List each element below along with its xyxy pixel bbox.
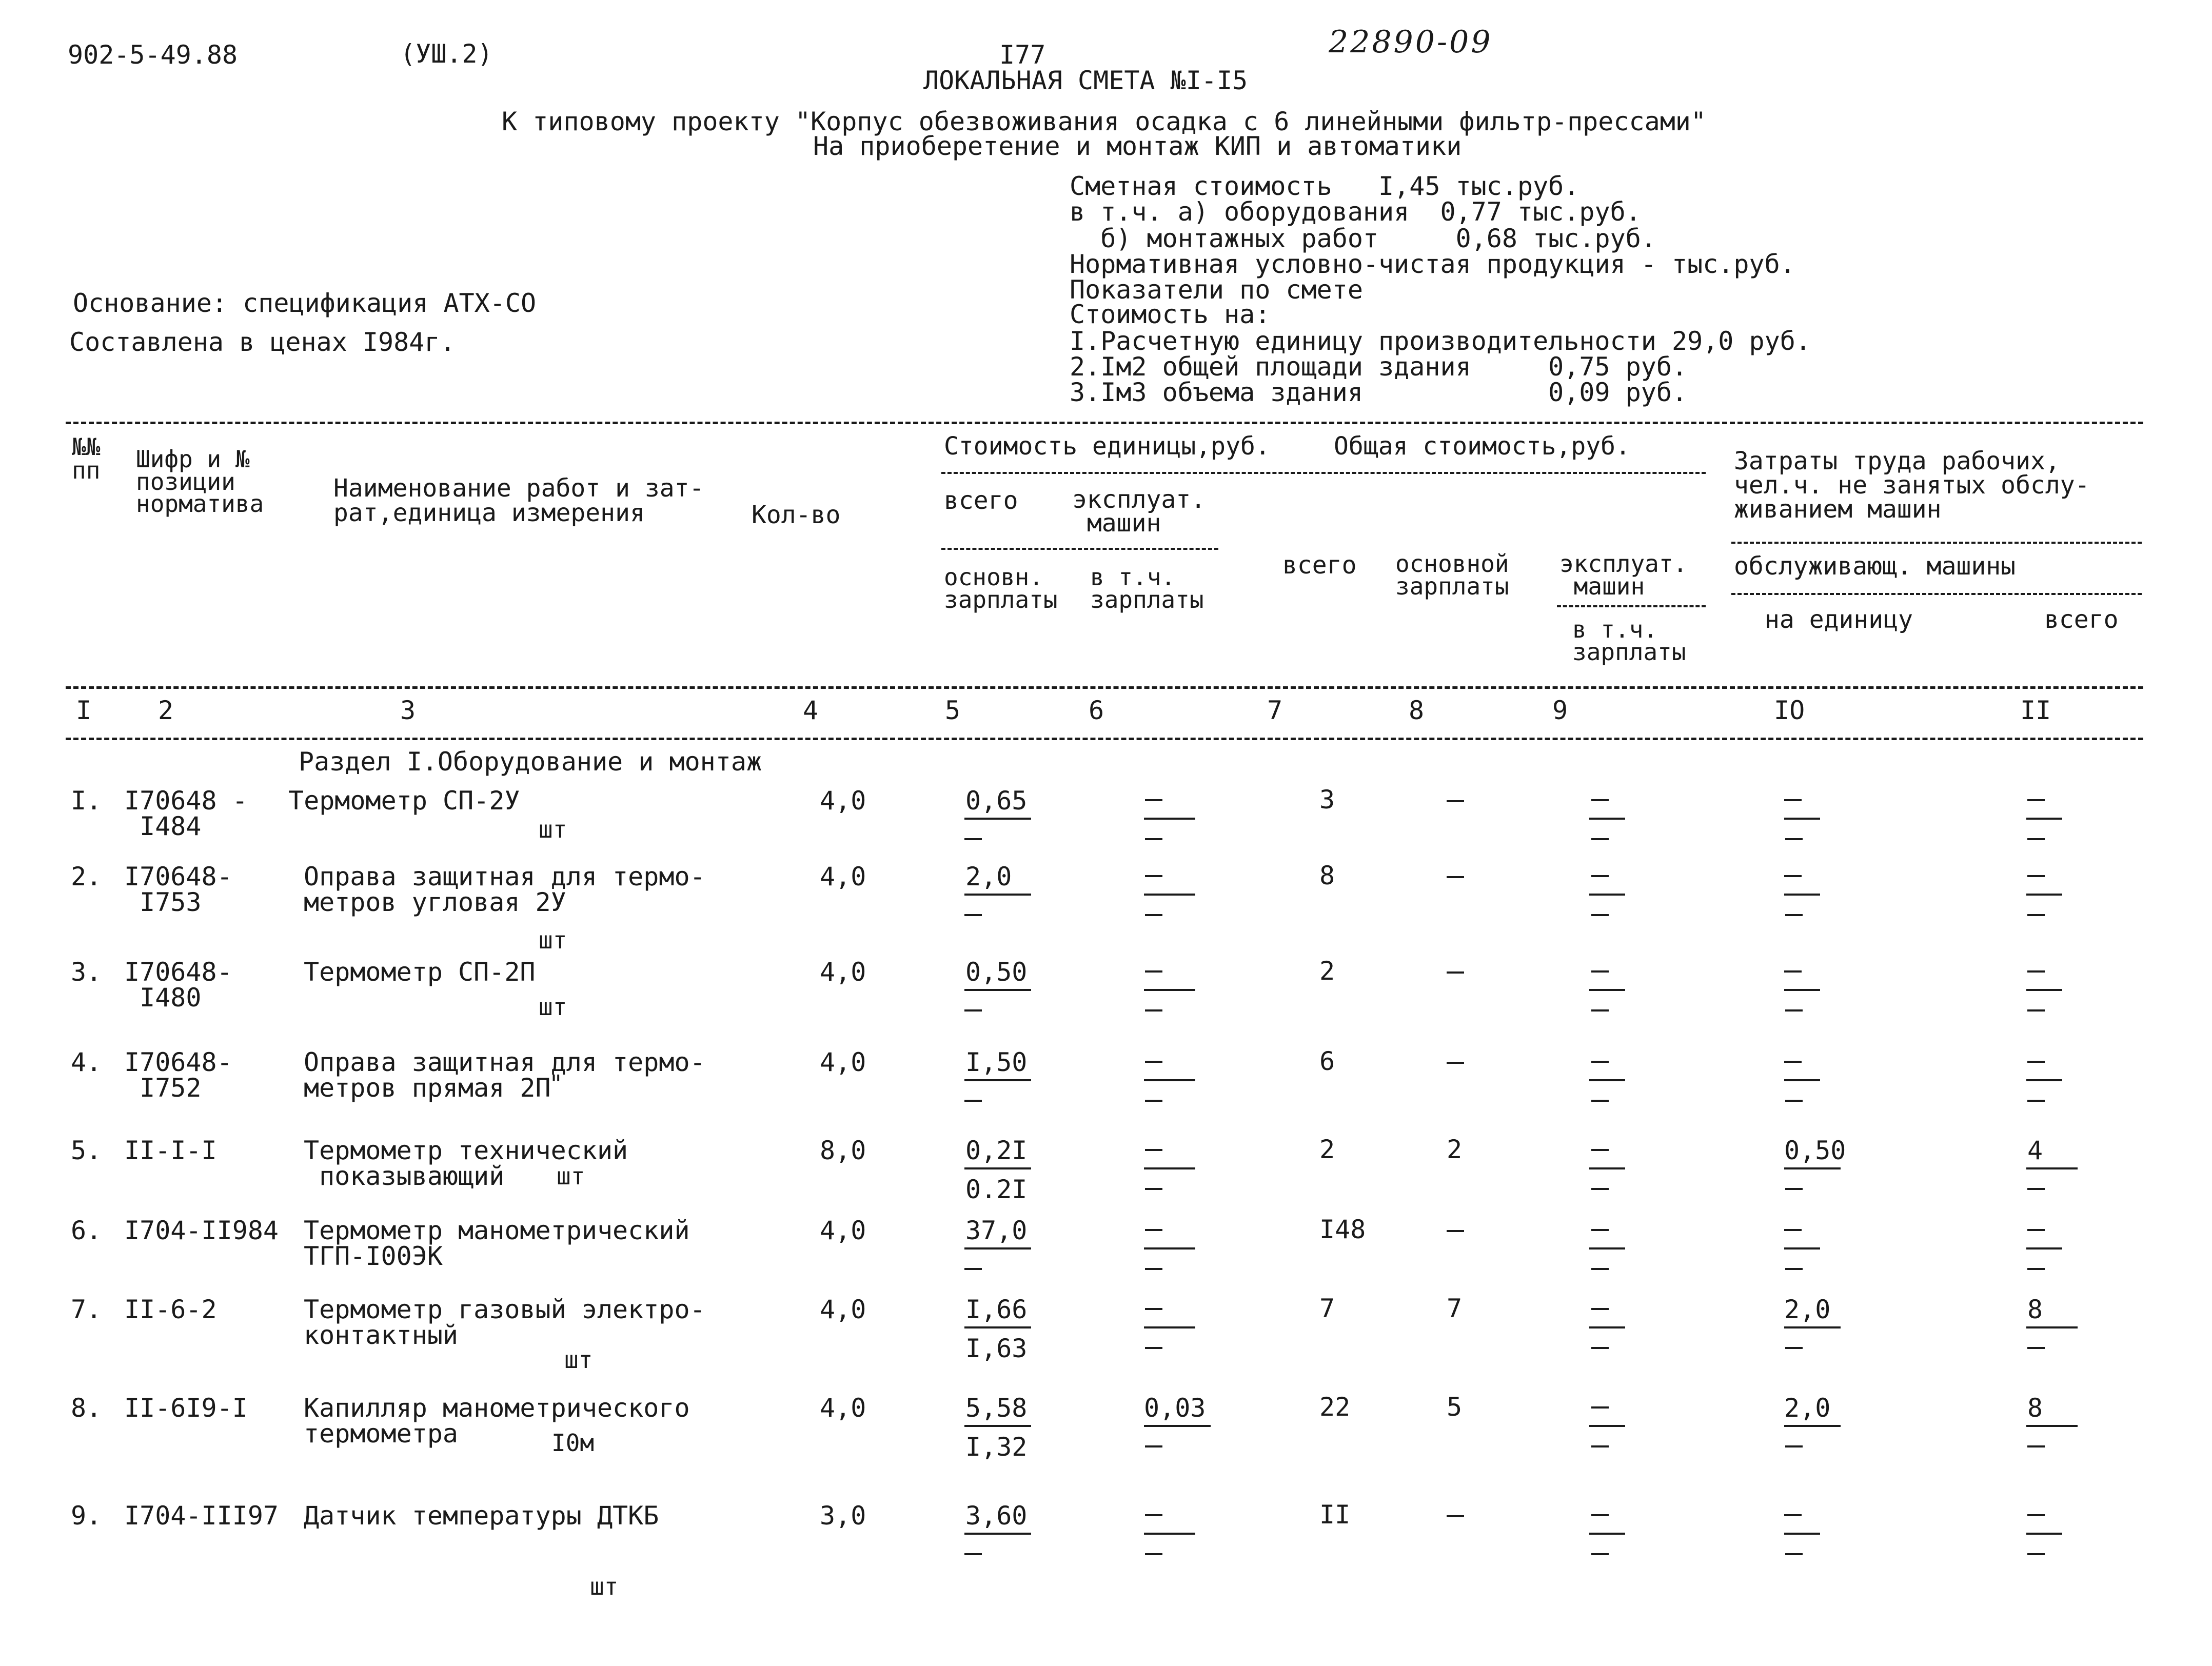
row-number: 7. xyxy=(71,1295,102,1324)
column-number: 7 xyxy=(1267,696,1283,725)
dash-mark xyxy=(1591,1514,1609,1516)
row-quantity: 3,0 xyxy=(820,1501,866,1531)
labor-total: 8 xyxy=(2027,1393,2043,1423)
fraction-line xyxy=(1589,1167,1625,1169)
dash-mark xyxy=(1145,799,1162,801)
header-sub-rule xyxy=(1557,605,1706,607)
fraction-line xyxy=(964,1326,1031,1328)
row-unit: шт xyxy=(539,993,567,1021)
labor-total: 4 xyxy=(2027,1136,2043,1165)
row-quantity: 4,0 xyxy=(820,786,866,816)
fraction-line xyxy=(964,1167,1031,1169)
fraction-line xyxy=(1589,1247,1625,1250)
dash-mark xyxy=(1591,1061,1609,1063)
fraction-line xyxy=(1144,1079,1195,1081)
header-sub-rule xyxy=(941,472,1706,474)
fraction-line xyxy=(1589,1326,1625,1328)
dash-mark xyxy=(2027,799,2045,801)
fraction-line xyxy=(1144,1425,1211,1427)
column-number: 3 xyxy=(400,696,416,725)
dash-mark xyxy=(2027,1445,2045,1447)
dash-mark xyxy=(1785,1009,1803,1012)
total-base-wage: 2 xyxy=(1447,1135,1463,1164)
column-number: 9 xyxy=(1552,696,1568,725)
dash-mark xyxy=(1591,914,1609,916)
labor-per-unit: 2,0 xyxy=(1784,1393,1831,1423)
row-unit: шт xyxy=(590,1573,619,1600)
column-numbers-bottom-rule xyxy=(66,738,2143,740)
dash-mark xyxy=(2027,1061,2045,1063)
dash-mark xyxy=(2027,875,2045,877)
row-code: I70648- I480 xyxy=(124,957,232,1013)
fraction-line xyxy=(1144,894,1195,896)
fraction-line xyxy=(1784,1167,1841,1169)
row-code: I70648 - I484 xyxy=(124,786,248,841)
fraction-line xyxy=(964,894,1031,896)
fraction-line xyxy=(1144,989,1195,991)
dash-mark xyxy=(2027,1347,2045,1349)
header-total-all: всего xyxy=(1282,551,1357,580)
dash-mark xyxy=(1591,970,1609,973)
unit-cost-base-wage: I,32 xyxy=(965,1432,1028,1462)
fraction-line xyxy=(2026,1167,2078,1169)
dash-mark xyxy=(964,1009,982,1012)
section-title: Раздел I.Оборудование и монтаж xyxy=(299,747,762,777)
row-unit: шт xyxy=(539,816,567,843)
labor-per-unit: 0,50 xyxy=(1784,1136,1846,1165)
dash-mark xyxy=(1145,1061,1162,1063)
dash-mark xyxy=(1784,1514,1802,1516)
fraction-line xyxy=(2026,1425,2078,1427)
dash-mark xyxy=(1591,1445,1609,1447)
document-title: ЛОКАЛЬНАЯ СМЕТА №I-I5 xyxy=(923,66,1248,95)
column-number: 5 xyxy=(945,696,961,725)
dash-mark xyxy=(1145,1553,1162,1555)
header-total-cost: Общая стоимость,руб. xyxy=(1334,432,1630,461)
basis-note: Основание: спецификация АТХ-СО xyxy=(73,288,537,318)
dash-mark xyxy=(1784,875,1802,877)
header-unit-all: всего xyxy=(944,486,1018,515)
row-number: I. xyxy=(71,786,102,816)
total-cost-all: II xyxy=(1319,1500,1351,1530)
dash-mark xyxy=(1591,875,1609,877)
unit-cost-all: I,50 xyxy=(965,1047,1028,1077)
dash-mark xyxy=(2027,970,2045,973)
fraction-line xyxy=(964,1425,1031,1427)
column-number: 6 xyxy=(1089,696,1104,725)
dash-mark xyxy=(1145,1009,1162,1012)
unit-cost-all: 0,50 xyxy=(965,957,1028,987)
column-number: IO xyxy=(1774,696,1805,725)
fraction-line xyxy=(2026,1247,2062,1250)
dash-mark xyxy=(1591,1308,1609,1310)
column-number: 2 xyxy=(158,696,174,725)
row-code: I70648- I753 xyxy=(124,862,232,917)
summary-line: в т.ч. а) оборудования 0,77 тыс.руб. xyxy=(1070,197,1641,227)
fraction-line xyxy=(1784,1326,1841,1328)
row-unit: " xyxy=(549,1070,563,1098)
header-col-name: Наименование работ и зат- рат,единица измерения xyxy=(333,474,704,527)
table-top-rule xyxy=(66,422,2143,424)
fraction-line xyxy=(1589,818,1625,820)
row-name: Термометр СП-2У xyxy=(288,786,520,816)
dash-mark xyxy=(1591,1188,1609,1190)
dash-mark xyxy=(1591,1406,1609,1409)
unit-cost-base-wage: I,63 xyxy=(965,1334,1028,1363)
unit-cost-all: 2,0 xyxy=(965,862,1012,891)
summary-line: Сметная стоимость I,45 тыс.руб. xyxy=(1070,171,1579,201)
dash-mark xyxy=(2027,1553,2045,1555)
unit-cost-base-wage: 0.2I xyxy=(965,1175,1028,1204)
dash-mark xyxy=(1447,1515,1464,1517)
fraction-line xyxy=(2026,818,2062,820)
fraction-line xyxy=(1589,1425,1625,1427)
row-code: II-I-I xyxy=(124,1136,217,1165)
dash-mark xyxy=(2027,1100,2045,1102)
column-number: 8 xyxy=(1409,696,1425,725)
dash-mark xyxy=(1591,838,1609,840)
fraction-line xyxy=(1784,1079,1820,1081)
dash-mark xyxy=(2027,1268,2045,1270)
header-total-incl-wage: в т.ч. зарплаты xyxy=(1572,616,1686,666)
dash-mark xyxy=(1591,1229,1609,1231)
row-quantity: 4,0 xyxy=(820,1047,866,1077)
fraction-line xyxy=(1144,1326,1195,1328)
dash-mark xyxy=(1785,1188,1803,1190)
dash-mark xyxy=(1447,1230,1464,1232)
summary-line: 3.Iм3 объема здания 0,09 руб. xyxy=(1070,378,1688,407)
dash-mark xyxy=(1785,1553,1803,1555)
fraction-line xyxy=(964,818,1031,820)
fraction-line xyxy=(1589,894,1625,896)
unit-cost-machines: 0,03 xyxy=(1144,1393,1206,1423)
total-base-wage: 7 xyxy=(1447,1294,1463,1323)
dash-mark xyxy=(1591,1268,1609,1270)
dash-mark xyxy=(1447,800,1464,802)
dash-mark xyxy=(1145,875,1162,877)
dash-mark xyxy=(1145,1268,1162,1270)
album-label: (УШ.2) xyxy=(400,39,493,69)
fraction-line xyxy=(964,1079,1031,1081)
price-level-note: Составлена в ценах I984г. xyxy=(69,327,456,357)
dash-mark xyxy=(964,914,982,916)
header-sub-rule xyxy=(1731,593,2142,595)
dash-mark xyxy=(2027,1009,2045,1012)
dash-mark xyxy=(1591,1009,1609,1012)
row-code: I70648- I752 xyxy=(124,1047,232,1103)
total-cost-all: 2 xyxy=(1319,956,1335,986)
row-number: 2. xyxy=(71,862,102,891)
dash-mark xyxy=(1785,1347,1803,1349)
dash-mark xyxy=(2027,1514,2045,1516)
dash-mark xyxy=(1591,1347,1609,1349)
dash-mark xyxy=(2027,1188,2045,1190)
row-code: I704-III97 xyxy=(124,1501,279,1531)
page-number: I77 xyxy=(999,40,1046,70)
fraction-line xyxy=(1144,1247,1195,1250)
header-total-machines: эксплуат. машин xyxy=(1559,550,1688,600)
row-quantity: 4,0 xyxy=(820,862,866,891)
summary-line: 2.Iм2 общей площади здания 0,75 руб. xyxy=(1070,352,1688,382)
dash-mark xyxy=(1145,970,1162,973)
summary-line: Нормативная условно-чистая продукция - тыс.руб. xyxy=(1070,249,1795,279)
row-name: Оправа защитная для термо- метров угловая 2У xyxy=(304,862,705,917)
column-number: I xyxy=(76,696,92,725)
total-cost-all: 8 xyxy=(1319,861,1335,890)
fraction-line xyxy=(1784,894,1820,896)
row-code: I704-II984 xyxy=(124,1216,279,1245)
header-labor-total: всего xyxy=(2044,605,2119,634)
fraction-line xyxy=(964,1533,1031,1535)
row-quantity: 4,0 xyxy=(820,957,866,987)
header-col-number: №№ пп xyxy=(72,433,101,484)
dash-mark xyxy=(1145,1347,1162,1349)
dash-mark xyxy=(1145,1188,1162,1190)
dash-mark xyxy=(1785,1268,1803,1270)
fraction-line xyxy=(2026,1533,2062,1535)
row-name: Датчик температуры ДТКБ xyxy=(304,1501,659,1531)
row-quantity: 4,0 xyxy=(820,1295,866,1324)
row-name: Термометр манометрический ТГП-I00ЭК xyxy=(304,1216,690,1271)
dash-mark xyxy=(1447,1062,1464,1064)
dash-mark xyxy=(1447,876,1464,878)
row-code: II-6I9-I xyxy=(124,1393,248,1423)
total-cost-all: I48 xyxy=(1319,1215,1366,1244)
row-name: Термометр технический показывающий xyxy=(304,1136,628,1191)
header-col-qty: Кол-во xyxy=(752,501,841,529)
header-unit-cost: Стоимость единицы,руб. xyxy=(944,432,1270,461)
inventory-number: 22890-09 xyxy=(1329,24,1493,60)
dash-mark xyxy=(1145,838,1162,840)
row-number: 6. xyxy=(71,1216,102,1245)
unit-cost-all: 0,65 xyxy=(965,786,1028,816)
row-name: Капилляр манометрического термометра xyxy=(304,1393,690,1449)
total-cost-all: 22 xyxy=(1319,1392,1351,1422)
unit-cost-all: 37,0 xyxy=(965,1216,1028,1245)
fraction-line xyxy=(2026,894,2062,896)
summary-line: Стоимость на: xyxy=(1070,300,1271,329)
document-subtitle-2: На приоберетение и монтаж КИП и автоматики xyxy=(813,131,1462,161)
total-cost-all: 2 xyxy=(1319,1135,1335,1164)
unit-cost-all: 5,58 xyxy=(965,1393,1028,1423)
fraction-line xyxy=(1784,818,1820,820)
fraction-line xyxy=(2026,1079,2062,1081)
dash-mark xyxy=(1784,1061,1802,1063)
dash-mark xyxy=(1145,1100,1162,1102)
project-code: 902-5-49.88 xyxy=(68,40,238,70)
dash-mark xyxy=(964,1553,982,1555)
dash-mark xyxy=(2027,914,2045,916)
total-cost-all: 3 xyxy=(1319,785,1335,815)
row-name: Оправа защитная для термо- метров прямая 2П xyxy=(304,1047,705,1103)
dash-mark xyxy=(1784,799,1802,801)
column-number: 4 xyxy=(803,696,819,725)
row-unit: шт xyxy=(557,1162,585,1190)
fraction-line xyxy=(1144,1167,1195,1169)
column-numbers-top-rule xyxy=(66,686,2143,689)
total-cost-all: 7 xyxy=(1319,1294,1335,1323)
fraction-line xyxy=(2026,1326,2078,1328)
dash-mark xyxy=(1145,914,1162,916)
row-quantity: 4,0 xyxy=(820,1216,866,1245)
dash-mark xyxy=(1591,1553,1609,1555)
fraction-line xyxy=(1144,818,1195,820)
header-unit-base-wage: основн. зарплаты xyxy=(944,563,1058,613)
fraction-line xyxy=(1589,1079,1625,1081)
summary-line: I.Расчетную единицу производительности 29,0 руб. xyxy=(1070,326,1811,356)
row-code: II-6-2 xyxy=(124,1295,217,1324)
fraction-line xyxy=(1784,1425,1841,1427)
header-labor-per-unit: на единицу xyxy=(1765,605,1913,634)
header-unit-incl-wage: в т.ч. зарплаты xyxy=(1090,563,1204,613)
row-unit: шт xyxy=(539,926,567,954)
dash-mark xyxy=(1447,971,1464,974)
dash-mark xyxy=(1591,1100,1609,1102)
document-subtitle: К типовому проекту "Корпус обезвоживания осадка с 6 линейными фильтр-прессами" xyxy=(502,107,1706,136)
fraction-line xyxy=(2026,989,2062,991)
summary-line: Показатели по смете xyxy=(1070,275,1363,305)
fraction-line xyxy=(1784,1533,1820,1535)
dash-mark xyxy=(964,1100,982,1102)
total-cost-all: 6 xyxy=(1319,1046,1335,1076)
unit-cost-all: 3,60 xyxy=(965,1501,1028,1531)
dash-mark xyxy=(2027,1229,2045,1231)
total-base-wage: 5 xyxy=(1447,1392,1463,1422)
dash-mark xyxy=(1785,838,1803,840)
dash-mark xyxy=(1145,1445,1162,1447)
summary-line: б) монтажных работ 0,68 тыс.руб. xyxy=(1070,224,1656,253)
header-labor-serving: обслуживающ. машины xyxy=(1734,552,2016,581)
dash-mark xyxy=(1785,1100,1803,1102)
dash-mark xyxy=(1784,1229,1802,1231)
row-quantity: 4,0 xyxy=(820,1393,866,1423)
header-labor: Затраты труда рабочих, чел.ч. не занятых обслу- живанием машин xyxy=(1734,447,2090,524)
row-number: 8. xyxy=(71,1393,102,1423)
fraction-line xyxy=(1589,989,1625,991)
unit-cost-all: 0,2I xyxy=(965,1136,1028,1165)
header-col-code: Шифр и № позиции норматива xyxy=(136,445,264,518)
header-sub-rule xyxy=(1731,542,2142,544)
dash-mark xyxy=(1145,1149,1162,1151)
row-number: 4. xyxy=(71,1047,102,1077)
dash-mark xyxy=(1785,1445,1803,1447)
row-number: 3. xyxy=(71,957,102,987)
dash-mark xyxy=(1145,1229,1162,1231)
dash-mark xyxy=(964,838,982,840)
row-unit: I0м xyxy=(551,1429,595,1457)
fraction-line xyxy=(964,1247,1031,1250)
fraction-line xyxy=(1144,1533,1195,1535)
labor-per-unit: 2,0 xyxy=(1784,1295,1831,1324)
column-number: II xyxy=(2020,696,2051,725)
row-name: Термометр газовый электро- контактный xyxy=(304,1295,705,1350)
unit-cost-all: I,66 xyxy=(965,1295,1028,1324)
fraction-line xyxy=(1784,1247,1820,1250)
dash-mark xyxy=(1145,1308,1162,1310)
header-total-base: основной зарплаты xyxy=(1395,550,1509,600)
fraction-line xyxy=(1784,989,1820,991)
row-unit: шт xyxy=(564,1346,593,1374)
header-sub-rule xyxy=(941,548,1218,550)
row-number: 9. xyxy=(71,1501,102,1531)
dash-mark xyxy=(1591,1149,1609,1151)
dash-mark xyxy=(1784,970,1802,973)
dash-mark xyxy=(1785,914,1803,916)
dash-mark xyxy=(2027,838,2045,840)
row-name: Термометр СП-2П xyxy=(304,957,536,987)
dash-mark xyxy=(1145,1514,1162,1516)
fraction-line xyxy=(1589,1533,1625,1535)
fraction-line xyxy=(964,989,1031,991)
labor-total: 8 xyxy=(2027,1295,2043,1324)
row-quantity: 8,0 xyxy=(820,1136,866,1165)
row-number: 5. xyxy=(71,1136,102,1165)
header-unit-machines: эксплуат. машин xyxy=(1072,485,1206,538)
dash-mark xyxy=(964,1268,982,1270)
dash-mark xyxy=(1591,799,1609,801)
